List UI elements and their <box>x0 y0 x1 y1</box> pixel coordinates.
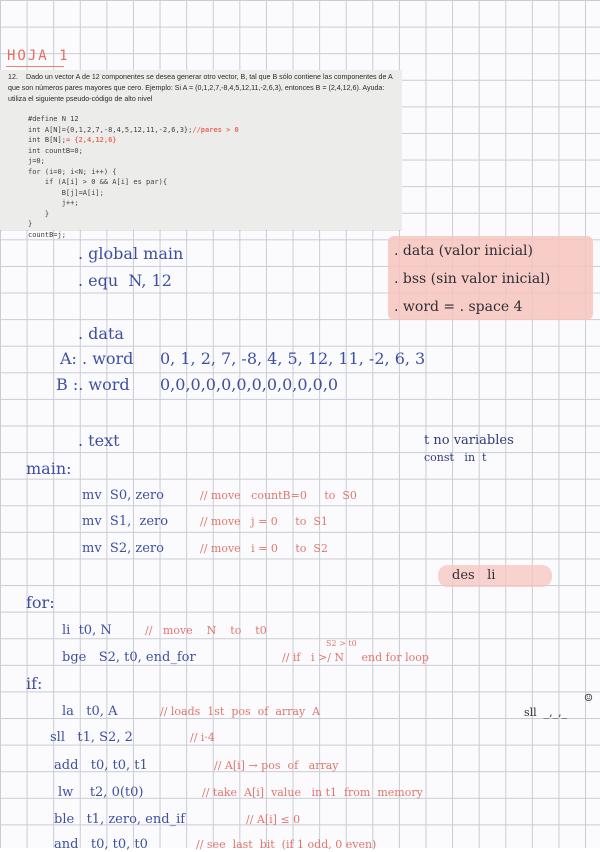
sheet-title: HOJA 1 <box>7 48 70 64</box>
ble-instruction: ble t1, zero, end_if <box>54 812 186 827</box>
array-b-values: 0,0,0,0,0,0,0,0,0,0,0,0 <box>160 375 339 394</box>
bge-comment: // if i >/ N end for loop <box>282 651 429 664</box>
code-text: int A[N]={0,1,2,7,-8,4,5,12,11,-2,6,3}; <box>28 125 193 134</box>
code-text: for (i=0; i<N; i++) { <box>28 167 117 176</box>
code-line <box>28 198 398 209</box>
code-text: } <box>28 209 50 218</box>
code-text: if (A[i] > 0 && A[i] es par){ <box>28 178 168 186</box>
code-line <box>28 177 398 188</box>
sheet-title-underline <box>6 66 64 67</box>
code-annotation: = {2,4,12,6} <box>65 136 117 144</box>
ble-comment: // A[i] ≤ 0 <box>246 813 301 826</box>
doodle-face: ☺ <box>584 693 593 704</box>
word-space-note: . word = . space 4 <box>394 299 523 315</box>
add-comment: // A[i] → pos of array <box>214 759 339 772</box>
sll-instruction: sll t1, S2, 2 <box>50 730 133 745</box>
code-text: countB=j; <box>28 230 66 239</box>
des-li-note: des li <box>452 568 496 583</box>
t-registers-note-1: t no variables <box>424 433 514 448</box>
code-text: j=0; <box>28 157 45 165</box>
problem-photo <box>0 70 402 239</box>
mv-s0-instruction: mv S0, zero <box>82 488 164 503</box>
equ-line: . equ N, 12 <box>78 271 172 290</box>
code-annotation: //pares > 0 <box>192 125 239 134</box>
lw-instruction: lw t2, 0(t0) <box>58 785 144 800</box>
lw-comment: // take A[i] value in t1 from memory <box>202 786 423 799</box>
data-directive-note: . data (valor inicial) <box>394 243 533 259</box>
sll-comment: // i·4 <box>190 731 215 744</box>
code-line <box>28 125 398 136</box>
data-directive: . data <box>78 324 124 343</box>
code-line <box>28 156 398 167</box>
li-comment: // move N to t0 <box>145 624 267 637</box>
bss-directive-note: . bss (sin valor inicial) <box>394 271 551 287</box>
code-line <box>28 209 398 220</box>
la-instruction: la t0, A <box>62 704 118 719</box>
sll-side-note: sll _,_,_ <box>524 706 568 719</box>
array-a-label: A: . word <box>60 349 134 368</box>
global-main-line: . global main <box>78 244 184 263</box>
and-instruction: and t0, t0, t0 <box>54 837 148 852</box>
pseudo-code <box>28 114 398 240</box>
if-label: if: <box>26 674 43 693</box>
code-text: #define N 12 <box>28 115 79 123</box>
and-comment: // see last bit (if 1 odd, 0 even) <box>196 838 377 851</box>
array-b-label: B :. word <box>56 375 130 394</box>
code-line <box>28 114 398 125</box>
code-text: B[j]=A[i]; <box>28 188 104 197</box>
t-registers-note-2: const in t <box>424 451 487 464</box>
code-line <box>28 230 398 241</box>
code-line <box>28 146 398 157</box>
code-text: int countB=0; <box>28 146 83 155</box>
code-line <box>28 219 398 230</box>
code-line <box>28 188 398 199</box>
code-line <box>28 167 398 178</box>
bge-instruction: bge S2, t0, end_for <box>62 650 196 665</box>
li-instruction: li t0, N <box>62 623 112 638</box>
mv-s2-comment: // move i = 0 to S2 <box>200 542 328 555</box>
mv-s2-instruction: mv S2, zero <box>82 541 164 556</box>
add-instruction: add t0, t0, t1 <box>54 758 148 773</box>
code-text: } <box>28 220 33 228</box>
mv-s1-instruction: mv S1, zero <box>82 514 169 529</box>
problem-number: 12. <box>8 73 18 81</box>
bge-superscript: S2 > t0 <box>326 639 357 648</box>
main-label: main: <box>26 459 72 478</box>
text-directive: . text <box>78 431 120 450</box>
mv-s0-comment: // move countB=0 to S0 <box>200 489 357 502</box>
array-a-values: 0, 1, 2, 7, -8, 4, 5, 12, 11, -2, 6, 3 <box>160 349 426 368</box>
code-line <box>28 135 398 146</box>
mv-s1-comment: // move j = 0 to S1 <box>200 515 328 528</box>
code-text: int B[N]; <box>28 136 66 144</box>
problem-text: Dado un vector A de 12 componentes se desea generar otro vector, B, tal que B sólo contiene las componentes de A que son números pares mayores que cero. Ejemplo: Si A = (0,1,2,7,-8,4,5,12,11,-2,6,3), entonces B = (2,4,12,6). Ayuda: utiliza el siguiente pseudo-código de alto nivel <box>8 73 393 103</box>
problem-statement <box>8 72 396 105</box>
la-comment: // loads 1st pos of array A <box>160 705 321 718</box>
code-text: j++; <box>28 199 79 207</box>
for-label: for: <box>26 593 55 612</box>
